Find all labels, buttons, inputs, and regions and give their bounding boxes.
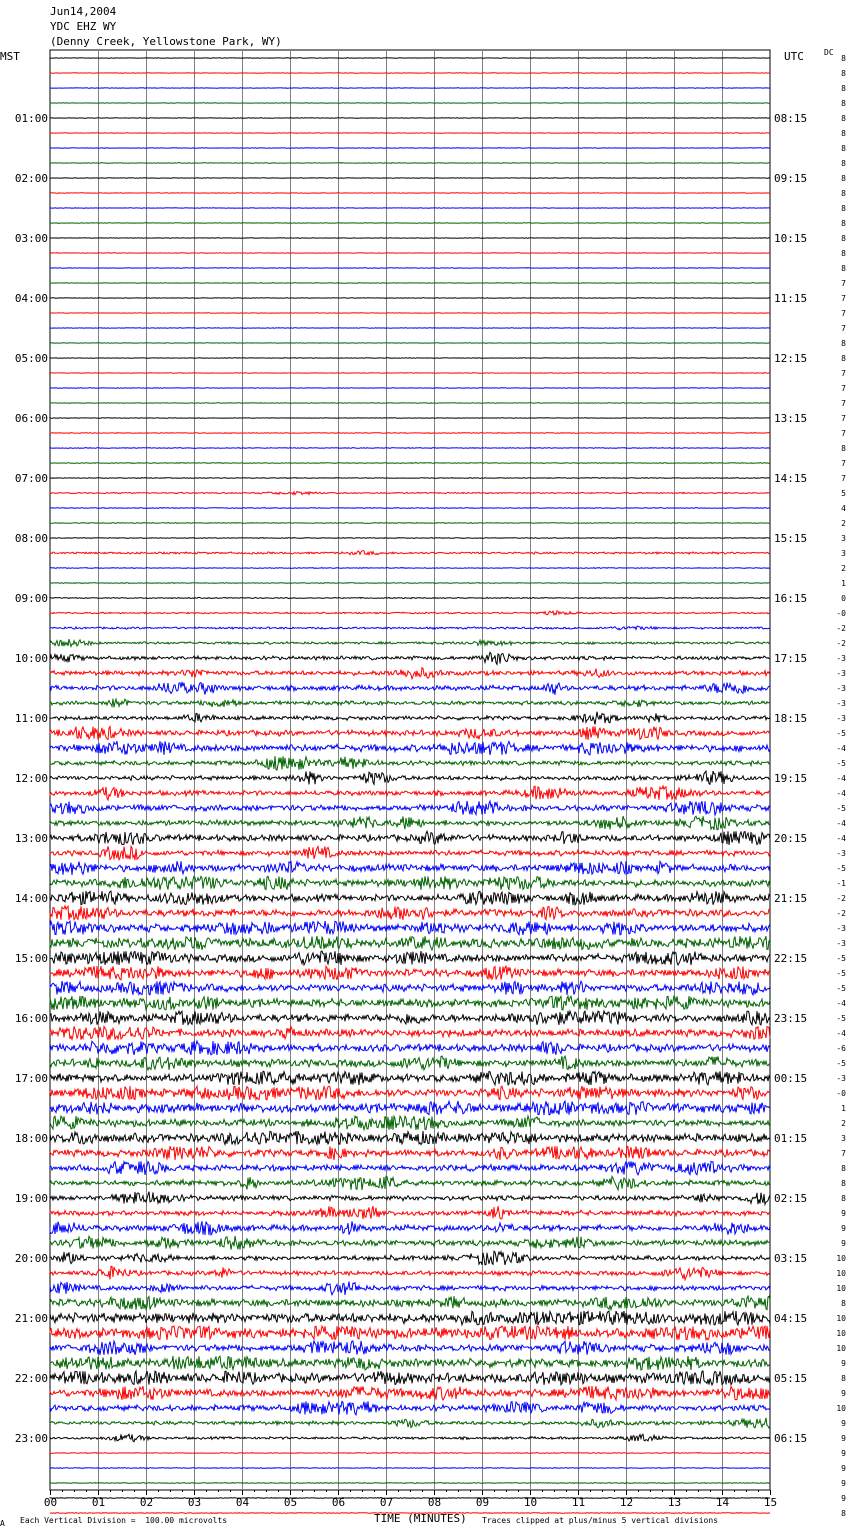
mst-hour-label: 10:00 (14, 652, 48, 665)
seismic-trace (50, 726, 770, 740)
utc-hour-label: 02:15 (774, 1192, 808, 1205)
seismic-trace (50, 103, 770, 104)
dc-offset-value: -1 (836, 879, 846, 888)
dc-offset-value: -4 (836, 774, 846, 783)
mst-hour-label: 12:00 (14, 772, 48, 785)
dc-offset-value: 8 (841, 204, 846, 213)
dc-offset-value: 9 (841, 1224, 846, 1233)
dc-offset-value: 3 (841, 1134, 846, 1143)
seismic-trace (50, 981, 770, 995)
clip-note: Traces clipped at plus/minus 5 vertical divisions (482, 1516, 719, 1525)
dc-offset-value: -4 (836, 789, 846, 798)
seismic-trace (50, 193, 770, 194)
mst-hour-label: 02:00 (14, 172, 48, 185)
seismic-trace (50, 148, 770, 149)
dc-offset-value: -5 (836, 969, 846, 978)
seismic-trace (50, 1011, 770, 1025)
seismic-trace (50, 1116, 770, 1130)
dc-offset-value: 9 (841, 1479, 846, 1488)
dc-offset-value: -3 (836, 714, 846, 723)
dc-offset-value: 8 (841, 54, 846, 63)
x-tick-label: 13 (667, 1496, 682, 1509)
utc-hour-label: 09:15 (774, 172, 808, 185)
dc-offset-value: -5 (836, 759, 846, 768)
dc-offset-value: -3 (836, 684, 846, 693)
seismic-trace (50, 951, 770, 965)
dc-offset-value: -3 (836, 669, 846, 678)
seismic-trace (50, 1296, 770, 1310)
dc-offset-value: 4 (841, 504, 846, 513)
dc-offset-value: 7 (841, 414, 846, 423)
utc-hour-label: 14:15 (774, 472, 808, 485)
seismic-trace (50, 268, 770, 269)
dc-offset-value: 8 (841, 354, 846, 363)
seismic-trace (50, 1401, 770, 1415)
seismic-trace (50, 756, 770, 770)
dc-offset-value: 2 (841, 564, 846, 573)
dc-offset-value: 7 (841, 474, 846, 483)
seismic-trace (50, 1206, 770, 1219)
utc-hour-label: 11:15 (774, 292, 808, 305)
utc-hour-label: 10:15 (774, 232, 808, 245)
seismic-trace (50, 551, 770, 555)
utc-hour-label: 04:15 (774, 1312, 808, 1325)
mst-hour-label: 07:00 (14, 472, 48, 485)
dc-offset-value: -5 (836, 954, 846, 963)
dc-offset-value: 7 (841, 369, 846, 378)
x-tick-label: 09 (475, 1496, 490, 1509)
seismic-trace (50, 223, 770, 224)
seismic-trace (50, 668, 770, 679)
dc-offset-value: -5 (836, 864, 846, 873)
dc-offset-value: -6 (836, 1044, 846, 1053)
right-timezone-label: UTC (784, 50, 804, 63)
mst-hour-label: 22:00 (14, 1372, 48, 1385)
dc-offset-value: 2 (841, 519, 846, 528)
dc-offset-value: 9 (841, 1389, 846, 1398)
dc-offset-value: -5 (836, 1059, 846, 1068)
dc-offset-value: 9 (841, 1209, 846, 1218)
dc-offset-value: -4 (836, 1029, 846, 1038)
seismic-trace (50, 523, 770, 524)
seismic-trace (50, 712, 770, 725)
mst-hour-label: 14:00 (14, 892, 48, 905)
seismic-trace (50, 508, 770, 509)
x-tick-label: 08 (427, 1496, 442, 1509)
seismic-trace (50, 1056, 770, 1070)
dc-offset-value: 8 (841, 69, 846, 78)
mst-hour-label: 19:00 (14, 1192, 48, 1205)
seismic-trace (50, 118, 770, 119)
seismic-trace (50, 816, 770, 830)
seismic-trace (50, 861, 770, 875)
seismic-trace (50, 1453, 770, 1454)
utc-hour-label: 13:15 (774, 412, 808, 425)
seismic-trace (50, 1086, 770, 1100)
seismic-trace (50, 1041, 770, 1055)
seismic-trace (50, 921, 770, 935)
dc-offset-value: 8 (841, 1509, 846, 1518)
dc-offset-value: 8 (841, 1164, 846, 1173)
dc-offset-value: 7 (841, 1149, 846, 1158)
dc-offset-value: -3 (836, 924, 846, 933)
seismic-trace (50, 1236, 770, 1250)
x-tick-label: 05 (283, 1496, 298, 1509)
dc-offset-value: 8 (841, 189, 846, 198)
station-location: (Denny Creek, Yellowstone Park, WY) (50, 35, 282, 48)
dc-offset-value: -2 (836, 894, 846, 903)
seismic-trace (50, 626, 770, 630)
dc-offset-value: -5 (836, 1014, 846, 1023)
utc-hour-label: 22:15 (774, 952, 808, 965)
seismic-trace (50, 1026, 770, 1039)
seismic-trace (50, 1131, 770, 1145)
seismic-trace (50, 741, 770, 755)
mst-hour-label: 16:00 (14, 1012, 48, 1025)
dc-offset-value: 3 (841, 549, 846, 558)
dc-offset-value: -5 (836, 729, 846, 738)
seismic-trace (50, 652, 770, 664)
dc-offset-value: 8 (841, 264, 846, 273)
seismic-trace (50, 88, 770, 89)
seismic-trace (50, 208, 770, 209)
seismic-trace (50, 328, 770, 329)
seismic-trace (50, 786, 770, 800)
seismic-trace (50, 283, 770, 284)
seismic-trace (50, 1101, 770, 1115)
x-tick-label: 11 (571, 1496, 586, 1509)
dc-offset-value: -0 (836, 1089, 846, 1098)
mst-hour-label: 09:00 (14, 592, 48, 605)
mst-hour-label: 04:00 (14, 292, 48, 305)
utc-hour-label: 03:15 (774, 1252, 808, 1265)
x-tick-label: 03 (187, 1496, 202, 1509)
dc-offset-value: 8 (841, 1374, 846, 1383)
dc-offset-value: -0 (836, 609, 846, 618)
x-tick-label: 04 (235, 1496, 250, 1509)
dc-offset-value: 8 (841, 114, 846, 123)
seismic-trace (50, 801, 770, 815)
seismic-trace (50, 1371, 770, 1385)
seismic-trace (50, 73, 770, 74)
seismic-trace (50, 568, 770, 569)
mst-hour-label: 23:00 (14, 1432, 48, 1445)
seismic-trace (50, 388, 770, 389)
utc-hour-label: 21:15 (774, 892, 808, 905)
utc-hour-label: 01:15 (774, 1132, 808, 1145)
dc-offset-value: 10 (836, 1314, 846, 1323)
x-tick-label: 07 (379, 1496, 394, 1509)
seismic-trace (50, 906, 770, 920)
dc-offset-value: 8 (841, 99, 846, 108)
seismic-trace (50, 1071, 770, 1085)
dc-offset-value: 10 (836, 1329, 846, 1338)
dc-offset-value: -4 (836, 744, 846, 753)
dc-offset-value: 3 (841, 534, 846, 543)
scale-note: Each Vertical Division = 100.00 microvolts (20, 1516, 228, 1525)
dc-offset-value: 8 (841, 444, 846, 453)
seismic-trace (50, 966, 770, 980)
seismic-trace (50, 1418, 770, 1428)
dc-offset-value: 7 (841, 294, 846, 303)
dc-offset-value: 5 (841, 489, 846, 498)
seismic-trace (50, 639, 770, 646)
x-tick-label: 02 (139, 1496, 154, 1509)
dc-offset-value: 9 (841, 1449, 846, 1458)
utc-hour-label: 15:15 (774, 532, 808, 545)
dc-offset-value: 7 (841, 399, 846, 408)
utc-hour-label: 19:15 (774, 772, 808, 785)
utc-hour-label: 17:15 (774, 652, 808, 665)
dc-offset-value: 7 (841, 459, 846, 468)
seismic-trace (50, 492, 770, 495)
x-tick-label: 14 (715, 1496, 730, 1509)
dc-offset-value: 9 (841, 1494, 846, 1503)
mst-hour-label: 11:00 (14, 712, 48, 725)
utc-hour-label: 12:15 (774, 352, 808, 365)
dc-offset-value: 8 (841, 1299, 846, 1308)
seismic-trace (50, 448, 770, 449)
seismic-trace (50, 831, 770, 845)
seismic-trace (50, 891, 770, 905)
utc-hour-label: 20:15 (774, 832, 808, 845)
seismic-trace (50, 1386, 770, 1400)
seismic-trace (50, 358, 770, 359)
seismic-trace (50, 253, 770, 254)
seismic-trace (50, 1176, 770, 1190)
x-tick-label: 01 (91, 1496, 106, 1509)
dc-offset-value: 7 (841, 429, 846, 438)
dc-offset-value: 9 (841, 1419, 846, 1428)
seismic-trace (50, 238, 770, 239)
dc-offset-value: 8 (841, 249, 846, 258)
dc-offset-value: 8 (841, 174, 846, 183)
station-code: YDC EHZ WY (50, 20, 117, 33)
seismic-trace (50, 1161, 770, 1175)
seismic-trace (50, 1356, 770, 1370)
seismic-trace (50, 611, 770, 615)
mst-hour-label: 05:00 (14, 352, 48, 365)
seismic-trace (50, 403, 770, 404)
seismic-trace (50, 1483, 770, 1484)
dc-offset-value: 10 (836, 1254, 846, 1263)
dc-offset-value: -2 (836, 624, 846, 633)
x-tick-label: 10 (523, 1496, 538, 1509)
seismic-trace (50, 996, 770, 1010)
dc-offset-value: -4 (836, 999, 846, 1008)
dc-offset-value: 10 (836, 1284, 846, 1293)
mst-hour-label: 21:00 (14, 1312, 48, 1325)
dc-offset-value: -3 (836, 849, 846, 858)
dc-offset-value: 7 (841, 324, 846, 333)
mst-hour-label: 20:00 (14, 1252, 48, 1265)
seismic-trace (50, 876, 770, 890)
seismic-trace (50, 1468, 770, 1469)
dc-offset-value: 0 (841, 594, 846, 603)
dc-offset-value: 10 (836, 1344, 846, 1353)
mst-hour-label: 06:00 (14, 412, 48, 425)
x-tick-label: 15 (763, 1496, 778, 1509)
dc-offset-value: 1 (841, 579, 846, 588)
utc-hour-label: 06:15 (774, 1432, 808, 1445)
seismic-trace (50, 1311, 770, 1325)
dc-offset-value: 8 (841, 219, 846, 228)
seismic-trace (50, 1326, 770, 1340)
seismic-trace (50, 463, 770, 464)
seismic-trace (50, 313, 770, 314)
dc-offset-value: 2 (841, 1119, 846, 1128)
utc-hour-label: 18:15 (774, 712, 808, 725)
dc-offset-value: 8 (841, 1179, 846, 1188)
seismic-trace (50, 1266, 770, 1280)
dc-offset-value: -3 (836, 1074, 846, 1083)
dc-offset-value: 9 (841, 1359, 846, 1368)
dc-offset-value: 1 (841, 1104, 846, 1113)
dc-offset-value: 8 (841, 129, 846, 138)
dc-offset-value: -3 (836, 699, 846, 708)
dc-offset-value: 9 (841, 1434, 846, 1443)
mst-hour-label: 17:00 (14, 1072, 48, 1085)
seismic-trace (50, 1498, 770, 1499)
seismic-trace (50, 178, 770, 179)
dc-offset-value: -2 (836, 639, 846, 648)
dc-offset-value: 8 (841, 84, 846, 93)
dc-offset-value: -2 (836, 909, 846, 918)
seismic-trace (50, 583, 770, 584)
x-tick-label: 06 (331, 1496, 346, 1509)
x-axis-title: TIME (MINUTES) (374, 1512, 467, 1525)
seismic-trace (50, 418, 770, 419)
seismic-trace (50, 58, 770, 59)
dc-offset-value: -5 (836, 984, 846, 993)
seismic-trace (50, 373, 770, 374)
dc-offset-value: 8 (841, 234, 846, 243)
dc-offset-value: 7 (841, 309, 846, 318)
seismic-trace (50, 1146, 770, 1160)
utc-hour-label: 08:15 (774, 112, 808, 125)
seismic-trace (50, 343, 770, 344)
seismic-trace (50, 682, 770, 695)
utc-hour-label: 00:15 (774, 1072, 808, 1085)
dc-offset-value: -5 (836, 804, 846, 813)
dc-offset-value: 7 (841, 279, 846, 288)
seismic-trace (50, 163, 770, 164)
dc-offset-value: 8 (841, 1194, 846, 1203)
dc-offset-value: 8 (841, 159, 846, 168)
seismic-trace (50, 1251, 770, 1265)
seismic-trace (50, 1192, 770, 1205)
dc-offset-value: 8 (841, 144, 846, 153)
left-timezone-label: MST (0, 50, 20, 63)
utc-hour-label: 16:15 (774, 592, 808, 605)
seismic-trace (50, 846, 770, 860)
dc-offset-value: -3 (836, 939, 846, 948)
dc-offset-value: 9 (841, 1464, 846, 1473)
dc-offset-header: DC (824, 48, 834, 57)
seismic-trace (50, 597, 770, 598)
dc-offset-value: 9 (841, 1239, 846, 1248)
seismic-trace (50, 478, 770, 479)
seismic-trace (50, 771, 770, 784)
dc-offset-value: 10 (836, 1404, 846, 1413)
utc-hour-label: 23:15 (774, 1012, 808, 1025)
mst-hour-label: 03:00 (14, 232, 48, 245)
seismic-trace (50, 538, 770, 539)
seismic-trace (50, 1434, 770, 1441)
dc-offset-value: 10 (836, 1269, 846, 1278)
dc-offset-value: -4 (836, 834, 846, 843)
mst-hour-label: 08:00 (14, 532, 48, 545)
dc-offset-value: -4 (836, 819, 846, 828)
seismic-trace (50, 433, 770, 434)
dc-offset-value: -3 (836, 654, 846, 663)
plot-date: Jun14,2004 (50, 5, 117, 18)
dc-offset-value: 7 (841, 384, 846, 393)
corner-mark: A (0, 1519, 5, 1528)
x-tick-label: 12 (619, 1496, 634, 1509)
seismic-trace (50, 1341, 770, 1355)
utc-hour-label: 05:15 (774, 1372, 808, 1385)
seismic-trace (50, 936, 770, 950)
seismic-trace (50, 1282, 770, 1295)
mst-hour-label: 18:00 (14, 1132, 48, 1145)
mst-hour-label: 15:00 (14, 952, 48, 965)
x-tick-label: 00 (43, 1496, 58, 1509)
mst-hour-label: 13:00 (14, 832, 48, 845)
mst-hour-label: 01:00 (14, 112, 48, 125)
seismic-trace (50, 1221, 770, 1235)
seismic-trace (50, 298, 770, 299)
dc-offset-value: 8 (841, 339, 846, 348)
seismic-trace (50, 133, 770, 134)
seismic-trace (50, 699, 770, 708)
